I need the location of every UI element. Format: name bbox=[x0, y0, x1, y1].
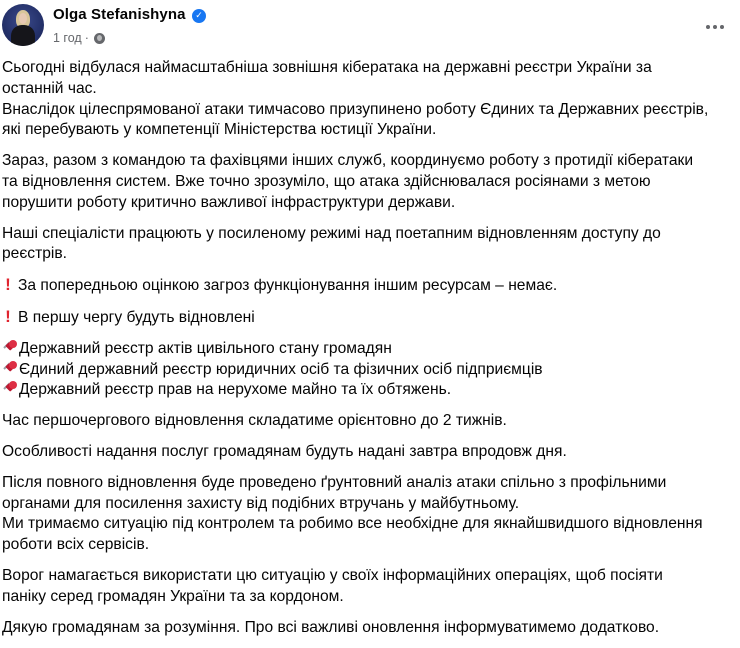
paragraph-specialists bbox=[2, 224, 738, 266]
registry-item bbox=[2, 339, 738, 360]
text-line: Після повного відновлення буде проведено ґрунтовний аналіз атаки спільно з профільними bbox=[2, 473, 667, 491]
pushpin-icon bbox=[2, 360, 18, 376]
more-options-button[interactable] bbox=[700, 15, 730, 39]
text-line bbox=[2, 275, 738, 297]
dot-icon bbox=[720, 25, 725, 30]
post-time[interactable]: 1 год bbox=[53, 31, 82, 45]
paragraph-thanks bbox=[2, 618, 738, 639]
text-line: Внаслідок цілеспрямованої атаки тимчасово призупинено роботу Єдиних та Державних реєстрів, bbox=[2, 100, 709, 118]
meta-separator: · bbox=[84, 31, 89, 45]
author-name[interactable]: Olga Stefanishyna bbox=[53, 6, 186, 23]
verified-badge-icon: ✓ bbox=[192, 9, 206, 23]
author-avatar[interactable] bbox=[2, 4, 44, 46]
alert-text: В першу чергу будуть відновлені bbox=[18, 308, 255, 326]
registry-item bbox=[2, 380, 738, 401]
post-header bbox=[0, 0, 740, 56]
paragraph-registries bbox=[2, 339, 738, 401]
paragraph-services bbox=[2, 442, 738, 463]
text-line: реєстрів. bbox=[2, 245, 67, 263]
exclamation-icon: ! bbox=[5, 306, 11, 326]
paragraph-alert-threats bbox=[2, 275, 738, 297]
text-line: останній час. bbox=[2, 79, 97, 97]
text-line: Особливості надання послуг громадянам будуть надані завтра впродовж дня. bbox=[2, 442, 567, 460]
registry-text: Державний реєстр актів цивільного стану громадян bbox=[19, 339, 392, 357]
avatar-body bbox=[11, 25, 35, 46]
dot-icon bbox=[713, 25, 718, 30]
alert-text: За попередньою оцінкою загроз функціонування іншим ресурсам – немає. bbox=[18, 277, 558, 295]
text-line: роботи всіх сервісів. bbox=[2, 536, 150, 554]
text-line: Зараз, разом з командою та фахівцями інших служб, координуємо роботу з протидії кібератаки bbox=[2, 152, 694, 170]
registry-item bbox=[2, 360, 738, 381]
text-line: порушити роботу критично важливої інфраструктури держави. bbox=[2, 193, 456, 211]
avatar-face bbox=[19, 13, 27, 24]
registry-text: Державний реєстр прав на нерухоме майно та їх обтяжень. bbox=[19, 381, 452, 399]
post-body bbox=[2, 58, 738, 648]
text-line: та відновлення систем. Вже точно зрозуміло, що атака здійснювалася росіянами з метою bbox=[2, 172, 651, 190]
text-line: які перебувають у компетенції Міністерства юстиції України. bbox=[2, 121, 437, 139]
paragraph-enemy bbox=[2, 566, 738, 608]
paragraph-coordination bbox=[2, 151, 738, 213]
pushpin-icon bbox=[2, 380, 18, 396]
paragraph-intro bbox=[2, 58, 738, 141]
text-line: Сьогодні відбулася наймасштабніша зовнішня кібератака на державні реєстри України за bbox=[2, 59, 652, 76]
paragraph-restore-time bbox=[2, 411, 738, 432]
text-line: Дякую громадянам за розуміння. Про всі важливі оновлення інформуватимемо додатково. bbox=[2, 618, 660, 636]
text-line: Ворог намагається використати цю ситуацію у своїх інформаційних операціях, щоб посіяти bbox=[2, 566, 663, 584]
paragraph-alert-priority bbox=[2, 307, 738, 329]
paragraph-analysis bbox=[2, 473, 738, 556]
registry-text: Єдиний державний реєстр юридичних осіб та фізичних осіб підприємців bbox=[19, 360, 543, 378]
text-line bbox=[2, 307, 738, 329]
globe-icon bbox=[94, 33, 105, 44]
text-line: паніку серед громадян України та за кордоном. bbox=[2, 587, 344, 605]
text-line: Наші спеціалісти працюють у посиленому режимі над поетапним відновленням доступу до bbox=[2, 224, 661, 242]
pushpin-icon bbox=[2, 339, 18, 355]
exclamation-icon: ! bbox=[5, 275, 11, 295]
text-line: органами для посилення захисту від подібних втручань у майбутньому. bbox=[2, 494, 520, 512]
dot-icon bbox=[706, 25, 711, 30]
text-line: Час першочергового відновлення складатиме орієнтовно до 2 тижнів. bbox=[2, 412, 507, 430]
post-meta bbox=[53, 31, 105, 45]
text-line: Ми тримаємо ситуацію під контролем та робимо все необхідне для якнайшвидшого відновлення bbox=[2, 515, 703, 533]
